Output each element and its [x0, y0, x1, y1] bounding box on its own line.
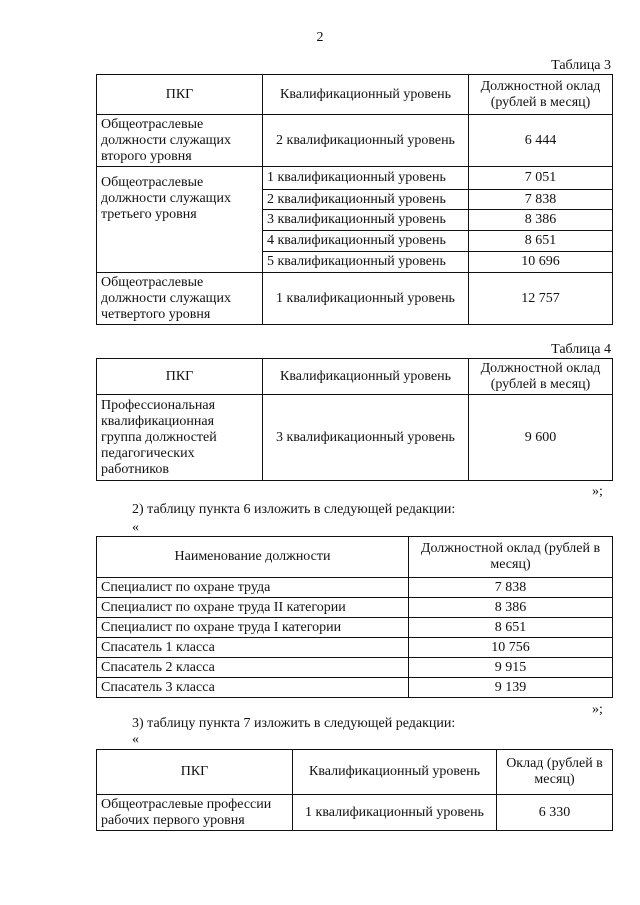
table7-header-salary: Оклад (рублей в месяц)	[497, 750, 613, 795]
table-row	[97, 115, 613, 167]
table4-header-level: Квалификационный уровень	[263, 359, 469, 395]
level-cell: 4 квалификационный уровень	[263, 231, 469, 252]
pkg-cell: Профессиональная квалификационная группа должностей педагогических работников	[97, 395, 263, 481]
name-cell: Специалист по охране труда II категории	[97, 598, 409, 618]
salary-cell: 8 651	[469, 231, 613, 252]
table4-caption: Таблица 4	[551, 342, 611, 357]
name-cell: Спасатель 1 класса	[97, 638, 409, 658]
name-cell: Специалист по охране труда I категории	[97, 618, 409, 638]
table-row	[97, 658, 613, 678]
table-row	[97, 273, 613, 325]
pkg-cell: Общеотраслевые должности служащих третьего уровня	[97, 167, 263, 273]
name-cell: Спасатель 2 класса	[97, 658, 409, 678]
table-row	[97, 678, 613, 698]
table3	[96, 74, 613, 325]
table6-header-salary: Должностной оклад (рублей в месяц)	[409, 537, 613, 578]
level-cell: 2 квалификационный уровень	[263, 190, 469, 210]
closing-quote: »;	[592, 484, 603, 499]
level-cell: 2 квалификационный уровень	[263, 115, 469, 167]
table-row	[97, 795, 613, 831]
salary-cell: 9 915	[409, 658, 613, 678]
salary-cell: 7 051	[469, 167, 613, 190]
opening-quote: «	[132, 732, 139, 747]
paragraph-3: 3) таблицу пункта 7 изложить в следующей редакции:	[132, 716, 456, 731]
level-cell: 1 квалификационный уровень	[263, 273, 469, 325]
salary-cell: 8 386	[469, 210, 613, 231]
table-row	[97, 395, 613, 481]
table-row	[97, 638, 613, 658]
salary-cell: 12 757	[469, 273, 613, 325]
table7-header-pkg: ПКГ	[97, 750, 293, 795]
salary-cell: 7 838	[469, 190, 613, 210]
table6	[96, 536, 613, 698]
level-cell: 3 квалификационный уровень	[263, 210, 469, 231]
level-cell: 1 квалификационный уровень	[293, 795, 497, 831]
salary-cell: 6 444	[469, 115, 613, 167]
salary-cell: 10 696	[469, 252, 613, 273]
table3-caption: Таблица 3	[551, 58, 611, 73]
name-cell: Специалист по охране труда	[97, 578, 409, 598]
table-row	[97, 598, 613, 618]
table3-header-level: Квалификационный уровень	[263, 75, 469, 115]
table3-header-pkg: ПКГ	[97, 75, 263, 115]
table3-header-salary: Должностной оклад (рублей в месяц)	[469, 75, 613, 115]
pkg-cell: Общеотраслевые должности служащих второго уровня	[97, 115, 263, 167]
closing-quote: »;	[592, 702, 603, 717]
pkg-cell: Общеотраслевые профессии рабочих первого уровня	[97, 795, 293, 831]
table4-header-salary: Должностной оклад (рублей в месяц)	[469, 359, 613, 395]
table7	[96, 749, 613, 831]
table-row	[97, 167, 613, 190]
page-number: 2	[316, 30, 324, 45]
table4-header-pkg: ПКГ	[97, 359, 263, 395]
table-row	[97, 578, 613, 598]
salary-cell: 9 139	[409, 678, 613, 698]
salary-cell: 7 838	[409, 578, 613, 598]
paragraph-2: 2) таблицу пункта 6 изложить в следующей редакции:	[132, 502, 456, 517]
pkg-cell: Общеотраслевые должности служащих четвертого уровня	[97, 273, 263, 325]
salary-cell: 8 651	[409, 618, 613, 638]
salary-cell: 10 756	[409, 638, 613, 658]
salary-cell: 8 386	[409, 598, 613, 618]
salary-cell: 6 330	[497, 795, 613, 831]
name-cell: Спасатель 3 класса	[97, 678, 409, 698]
table7-header-level: Квалификационный уровень	[293, 750, 497, 795]
table6-header-name: Наименование должности	[97, 537, 409, 578]
salary-cell: 9 600	[469, 395, 613, 481]
opening-quote: «	[132, 520, 139, 535]
level-cell: 3 квалификационный уровень	[263, 395, 469, 481]
table4	[96, 358, 613, 481]
level-cell: 5 квалификационный уровень	[263, 252, 469, 273]
level-cell: 1 квалификационный уровень	[263, 167, 469, 190]
table-row	[97, 618, 613, 638]
